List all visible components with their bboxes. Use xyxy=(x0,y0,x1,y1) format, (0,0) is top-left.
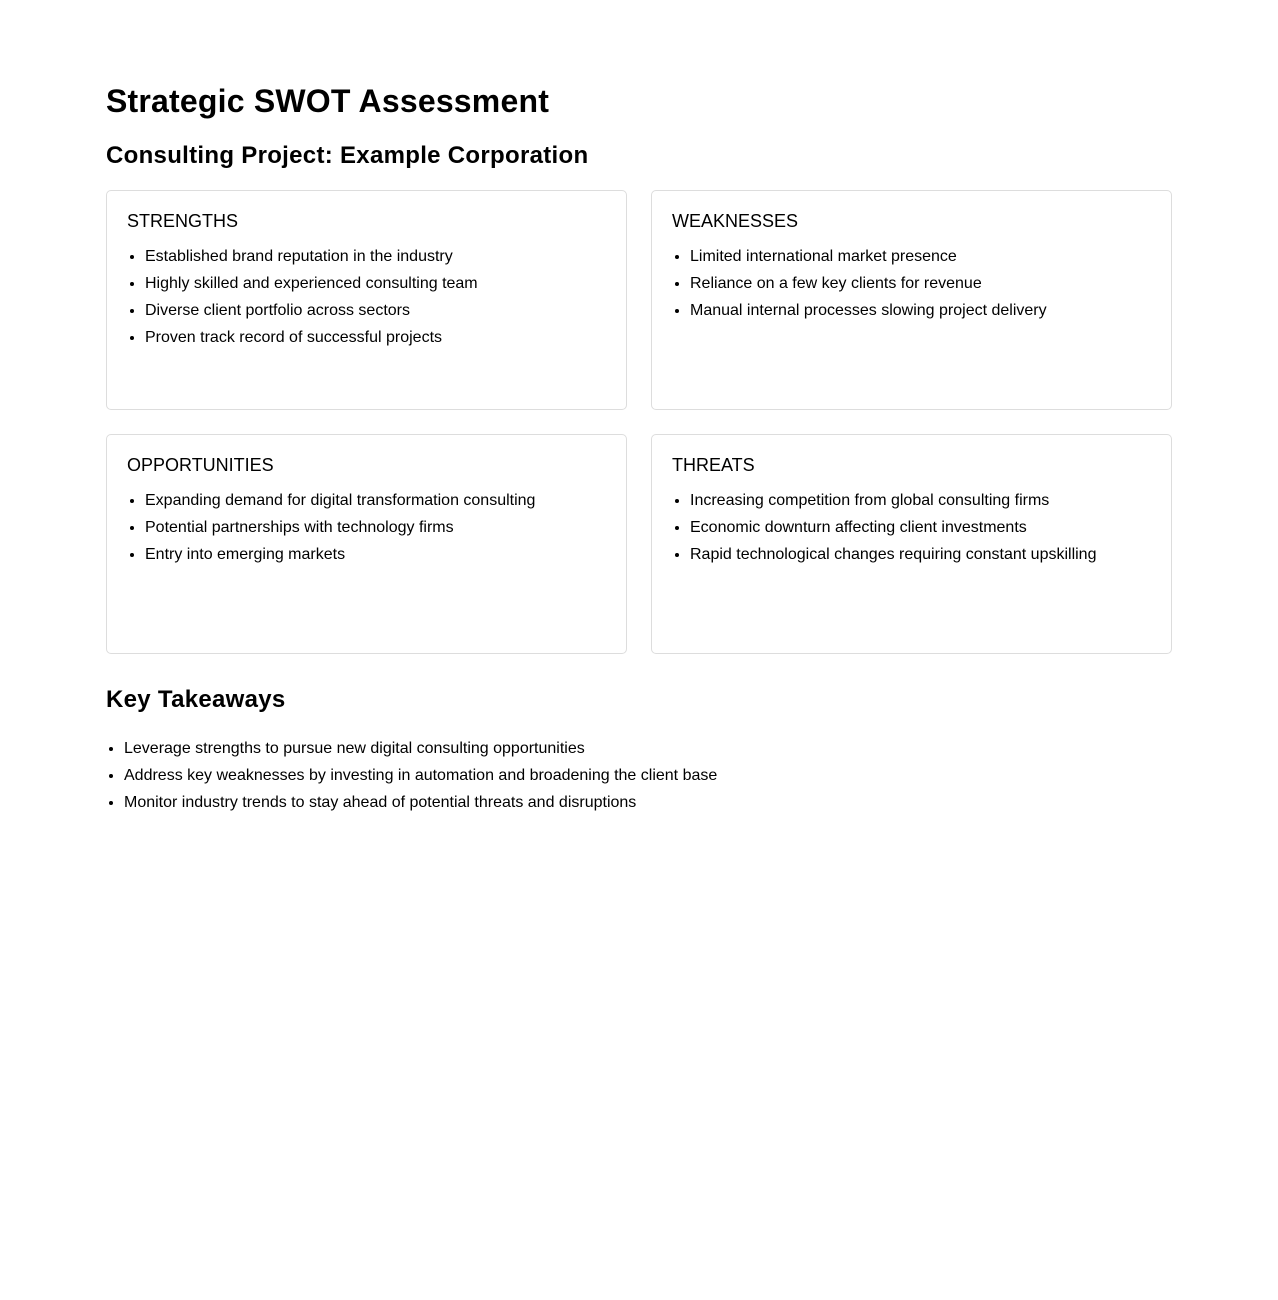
threats-list xyxy=(672,492,1151,564)
opportunities-list xyxy=(127,492,606,564)
list-item: • Diverse client portfolio across sectors xyxy=(145,302,606,320)
list-item: • Potential partnerships with technology firms xyxy=(145,519,606,537)
takeaways-title: Key Takeaways xyxy=(106,686,286,713)
page-title: Strategic SWOT Assessment xyxy=(106,83,550,119)
list-item: • Economic downturn affecting client investments xyxy=(690,519,1151,537)
opportunities-title: OPPORTUNITIES xyxy=(127,455,274,475)
threats-card xyxy=(651,434,1172,654)
strengths-title: STRENGTHS xyxy=(127,211,239,231)
page-subtitle: Consulting Project: Example Corporation xyxy=(106,142,589,169)
takeaways-list xyxy=(106,740,1172,812)
strengths-list xyxy=(127,248,606,347)
list-item: • Entry into emerging markets xyxy=(145,546,606,564)
list-item: • Highly skilled and experienced consulting team xyxy=(145,275,606,293)
weaknesses-card xyxy=(651,190,1172,410)
list-item: • Reliance on a few key clients for revenue xyxy=(690,275,1151,293)
opportunities-card xyxy=(106,434,627,654)
list-item: • Limited international market presence xyxy=(690,248,1151,266)
weaknesses-list xyxy=(672,248,1151,320)
weaknesses-title: WEAKNESSES xyxy=(672,211,799,231)
list-item: • Proven track record of successful projects xyxy=(145,329,606,347)
list-item: • Manual internal processes slowing project delivery xyxy=(690,302,1151,320)
list-item: • Rapid technological changes requiring constant upskilling xyxy=(690,546,1151,564)
list-item: • Established brand reputation in the industry xyxy=(145,248,606,266)
list-item: • Leverage strengths to pursue new digital consulting opportunities xyxy=(124,740,1172,758)
list-item: • Expanding demand for digital transformation consulting xyxy=(145,492,606,510)
list-item: • Monitor industry trends to stay ahead of potential threats and disruptions xyxy=(124,794,1172,812)
threats-title: THREATS xyxy=(672,455,755,475)
strengths-card xyxy=(106,190,627,410)
list-item: • Increasing competition from global consulting firms xyxy=(690,492,1151,510)
swot-grid xyxy=(106,190,1172,654)
list-item: • Address key weaknesses by investing in automation and broadening the client base xyxy=(124,767,1172,785)
